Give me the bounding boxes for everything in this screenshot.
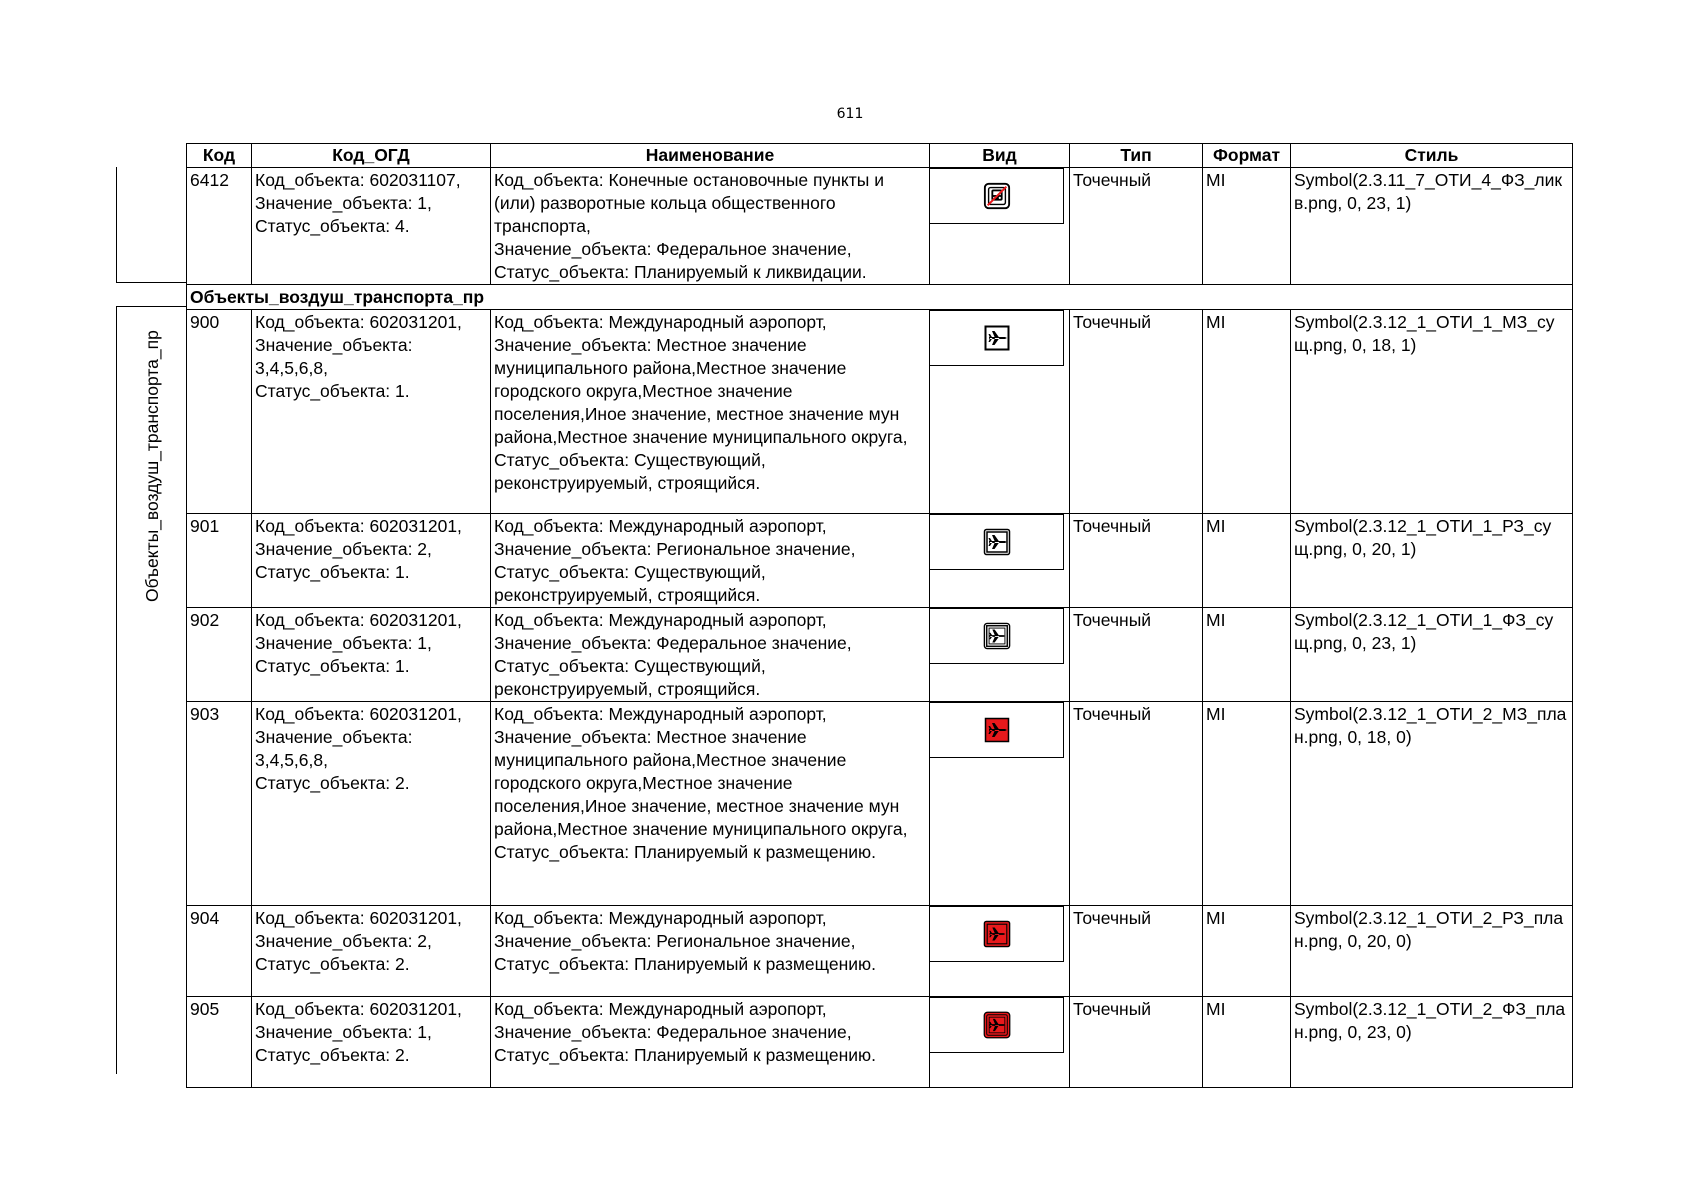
airport-planned-local-icon bbox=[983, 716, 1011, 744]
bus-stop-liquidation-icon bbox=[983, 182, 1011, 210]
vid-cell bbox=[930, 608, 1070, 702]
format-cell: MI bbox=[1203, 906, 1291, 997]
table-row bbox=[187, 168, 1573, 285]
airport-planned-federal-icon bbox=[983, 1011, 1011, 1039]
format-cell: MI bbox=[1203, 514, 1291, 608]
table-row bbox=[187, 997, 1573, 1088]
ogd-cell: Код_объекта: 602031201, Значение_объекта: 2, Статус_объекта: 1. bbox=[252, 514, 491, 608]
vid-cell bbox=[930, 906, 1070, 997]
section-bracket-previous bbox=[116, 167, 117, 282]
airport-existing-federal-icon bbox=[983, 622, 1011, 650]
ogd-cell: Код_объекта: 602031201, Значение_объекта: 3,4,5,6,8, Статус_объекта: 2. bbox=[252, 702, 491, 906]
ogd-cell: Код_объекта: 602031201, Значение_объекта: 1, Статус_объекта: 1. bbox=[252, 608, 491, 702]
name-cell: Код_объекта: Международный аэропорт, Значение_объекта: Федеральное значение, Статус_объекта: Существующий, реконструируемый, строящийся. bbox=[491, 608, 930, 702]
type-cell: Точечный bbox=[1070, 310, 1203, 514]
ogd-cell: Код_объекта: 602031201, Значение_объекта: 3,4,5,6,8, Статус_объекта: 1. bbox=[252, 310, 491, 514]
header-style: Стиль bbox=[1291, 144, 1573, 168]
type-cell: Точечный bbox=[1070, 168, 1203, 285]
type-cell: Точечный bbox=[1070, 514, 1203, 608]
header-name: Наименование bbox=[491, 144, 930, 168]
table-row bbox=[187, 514, 1573, 608]
code-cell: 903 bbox=[187, 702, 252, 906]
header-kod-ogd: Код_ОГД bbox=[252, 144, 491, 168]
code-cell: 904 bbox=[187, 906, 252, 997]
type-cell: Точечный bbox=[1070, 906, 1203, 997]
format-cell: MI bbox=[1203, 168, 1291, 285]
format-cell: MI bbox=[1203, 997, 1291, 1088]
type-cell: Точечный bbox=[1070, 997, 1203, 1088]
symbol-preview bbox=[930, 168, 1064, 224]
airport-existing-local-icon bbox=[983, 324, 1011, 352]
ogd-cell: Код_объекта: 602031201, Значение_объекта: 1, Статус_объекта: 2. bbox=[252, 997, 491, 1088]
name-cell: Код_объекта: Международный аэропорт, Значение_объекта: Местное значение муниципального района,Местное значение городского округа,Местное значение поселения,Иное значение, местное значение мун района,Местное значение муниципального округа, Статус_объекта: Существующий, реконструируемый, строящийся. bbox=[491, 310, 930, 514]
format-cell: MI bbox=[1203, 702, 1291, 906]
vid-cell bbox=[930, 514, 1070, 608]
name-cell: Код_объекта: Конечные остановочные пункты и (или) разворотные кольца общественного транспорта, Значение_объекта: Федеральное значение, Статус_объекта: Планируемый к ликвидации. bbox=[491, 168, 930, 285]
airport-existing-regional-icon bbox=[983, 528, 1011, 556]
header-kod: Код bbox=[187, 144, 252, 168]
symbol-preview bbox=[930, 906, 1064, 962]
symbol-preview bbox=[930, 997, 1064, 1053]
code-cell: 905 bbox=[187, 997, 252, 1088]
table-row bbox=[187, 310, 1573, 514]
table-row bbox=[187, 906, 1573, 997]
ogd-cell: Код_объекта: 602031201, Значение_объекта: 2, Статус_объекта: 2. bbox=[252, 906, 491, 997]
header-vid: Вид bbox=[930, 144, 1070, 168]
section-row bbox=[187, 285, 1573, 310]
airport-planned-regional-icon bbox=[983, 920, 1011, 948]
symbol-preview bbox=[930, 514, 1064, 570]
style-cell: Symbol(2.3.12_1_ОТИ_2_МЗ_план.png, 0, 18, 0) bbox=[1291, 702, 1573, 906]
type-cell: Точечный bbox=[1070, 608, 1203, 702]
style-cell: Symbol(2.3.12_1_ОТИ_2_ФЗ_план.png, 0, 23, 0) bbox=[1291, 997, 1573, 1088]
table-header-row bbox=[187, 144, 1573, 168]
style-cell: Symbol(2.3.12_1_ОТИ_1_МЗ_сущ.png, 0, 18, 1) bbox=[1291, 310, 1573, 514]
page-number: 611 bbox=[836, 106, 864, 122]
vid-cell bbox=[930, 310, 1070, 514]
header-tip: Тип bbox=[1070, 144, 1203, 168]
section-bracket-divider bbox=[116, 306, 186, 307]
format-cell: MI bbox=[1203, 310, 1291, 514]
name-cell: Код_объекта: Международный аэропорт, Значение_объекта: Федеральное значение, Статус_объекта: Планируемый к размещению. bbox=[491, 997, 930, 1088]
header-format: Формат bbox=[1203, 144, 1291, 168]
name-cell: Код_объекта: Международный аэропорт, Значение_объекта: Региональное значение, Статус_объекта: Планируемый к размещению. bbox=[491, 906, 930, 997]
vid-cell bbox=[930, 702, 1070, 906]
section-title: Объекты_воздуш_транспорта_пр bbox=[187, 285, 1573, 310]
table-row bbox=[187, 702, 1573, 906]
symbol-preview bbox=[930, 608, 1064, 664]
style-cell: Symbol(2.3.12_1_ОТИ_1_ФЗ_сущ.png, 0, 23, 1) bbox=[1291, 608, 1573, 702]
vid-cell bbox=[930, 168, 1070, 285]
format-cell: MI bbox=[1203, 608, 1291, 702]
name-cell: Код_объекта: Международный аэропорт, Значение_объекта: Местное значение муниципального района,Местное значение городского округа,Местное значение поселения,Иное значение, местное значение мун района,Местное значение муниципального округа, Статус_объекта: Планируемый к размещению. bbox=[491, 702, 930, 906]
ogd-cell: Код_объекта: 602031107, Значение_объекта: 1, Статус_объекта: 4. bbox=[252, 168, 491, 285]
table-row bbox=[187, 608, 1573, 702]
code-cell: 6412 bbox=[187, 168, 252, 285]
symbols-table bbox=[186, 143, 1573, 1088]
type-cell: Точечный bbox=[1070, 702, 1203, 906]
vid-cell bbox=[930, 997, 1070, 1088]
symbol-preview bbox=[930, 702, 1064, 758]
code-cell: 902 bbox=[187, 608, 252, 702]
section-bracket-top-line bbox=[116, 282, 186, 283]
code-cell: 901 bbox=[187, 514, 252, 608]
style-cell: Symbol(2.3.11_7_ОТИ_4_ФЗ_ликв.png, 0, 23, 1) bbox=[1291, 168, 1573, 285]
name-cell: Код_объекта: Международный аэропорт, Значение_объекта: Региональное значение, Статус_объекта: Существующий, реконструируемый, строящийся. bbox=[491, 514, 930, 608]
style-cell: Symbol(2.3.12_1_ОТИ_1_РЗ_сущ.png, 0, 20, 1) bbox=[1291, 514, 1573, 608]
style-cell: Symbol(2.3.12_1_ОТИ_2_РЗ_план.png, 0, 20, 0) bbox=[1291, 906, 1573, 997]
code-cell: 900 bbox=[187, 310, 252, 514]
section-bracket bbox=[116, 306, 117, 1074]
section-side-label: Объекты_воздуш_транспорта_пр bbox=[142, 330, 162, 602]
symbol-preview bbox=[930, 310, 1064, 366]
